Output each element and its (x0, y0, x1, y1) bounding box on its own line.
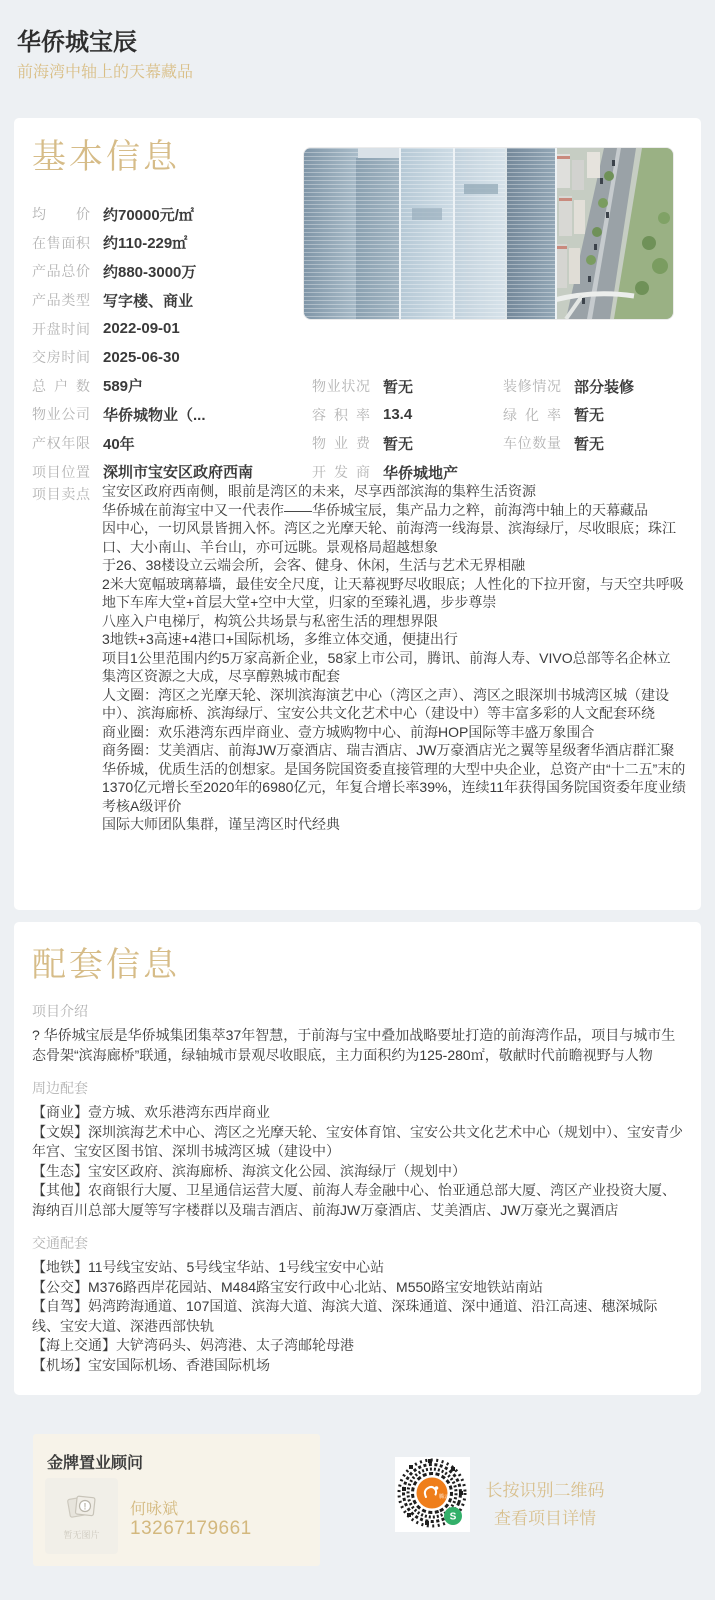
info-field-row (503, 401, 634, 430)
field-label: 绿化率 (503, 406, 561, 423)
field-label: 均价 (32, 206, 90, 223)
field-label: 交房时间 (32, 349, 90, 366)
nearby-facility-item: 【商业】壹方城、欢乐港湾东西岸商业 (32, 1104, 270, 1120)
basic-info-title: 基本信息 (32, 138, 180, 176)
field-value: 约110-229㎡ (103, 235, 188, 253)
page-subtitle: 前海湾中轴上的天幕藏品 (17, 64, 194, 81)
svg-text:S: S (449, 1511, 457, 1523)
field-label: 在售面积 (32, 234, 90, 251)
info-field-row (312, 401, 458, 430)
basic-info-left-fields (32, 200, 253, 486)
info-field-row (312, 372, 458, 401)
basic-info-right-fields (503, 372, 634, 458)
field-label: 开盘时间 (32, 320, 90, 337)
field-label: 装修情况 (503, 378, 561, 395)
consultant-name: 何咏斌 (130, 1501, 179, 1518)
transport-item: 【地铁】11号线宝安站、5号线宝华站、1号线宝安中心站 (32, 1259, 385, 1275)
field-value: 约880-3000万 (103, 263, 197, 281)
field-label: 总户数 (32, 377, 90, 394)
selling-points-label: 项目卖点 (32, 486, 90, 502)
transport-item: 【自驾】妈湾跨海通道、107国道、滨海大道、海滨大道、深珠通道、深中通道、沿江高速、穗深城际线、宝安大道、深港西部快轨 (32, 1298, 658, 1334)
selling-point-line: 商务圈：艾美酒店、前海JW万豪酒店、瑞吉酒店、JW万豪酒店光之翼等星级奢华酒店群汇聚 (102, 742, 675, 758)
consultant-card (33, 1434, 320, 1566)
field-value: 华侨城地产 (383, 464, 459, 482)
selling-point-line: 人文圈：湾区之光摩天轮、深圳滨海演艺中心（湾区之声）、湾区之眼深圳书城湾区城（建设中）、滨海廊桥、滨海绿厅、宝安公共文化艺术中心（建设中）等丰富多彩的人文配套环绕 (102, 686, 669, 721)
qr-hint-line2: 查看项目详情 (494, 1509, 596, 1528)
project-intro-label: 项目介绍 (32, 1003, 88, 1019)
nearby-facility-item: 【生态】宝安区政府、滨海廊桥、海滨文化公园、滨海绿厅（规划中） (32, 1162, 466, 1179)
info-field-row (503, 372, 634, 401)
info-field-row (503, 429, 634, 458)
transport-item: 【机场】宝安国际机场、香港国际机场 (32, 1356, 270, 1373)
svg-text:!: ! (83, 1501, 86, 1511)
field-label: 开发商 (312, 464, 370, 481)
field-value: 589户 (103, 378, 144, 396)
selling-point-line: 2米大宽幅玻璃幕墙，最佳安全尺度，让天幕视野尽收眼底；人性化的下拉开窗，与天空共呼吸 (102, 575, 684, 592)
field-value: 13.4 (383, 406, 413, 424)
info-field-row (32, 343, 253, 372)
selling-point-line: 国际大师团队集群，谨呈湾区时代经典 (102, 816, 340, 832)
transport-item: 【公交】M376路西岸花园站、M484路宝安行政中心北站、M550路宝安地铁站南站 (32, 1278, 544, 1295)
transport-item: 【海上交通】大铲湾码头、妈湾港、太子湾邮轮母港 (32, 1337, 354, 1353)
selling-point-line: 于26、38楼设立云端会所，会客、健身、休闲，生活与艺术无界相融 (102, 557, 526, 573)
selling-point-line: 华侨城，优质生活的创想家。是国务院国资委直接管理的大型中央企业，总资产由“十二五”末的1370亿元增长至2020年的6980亿元，年复合增长率39%，连续11年获得国务院国资委年度业绩考核A级评价 (102, 760, 686, 814)
project-hero-image[interactable] (303, 147, 674, 320)
selling-point-line: 集湾区资源之大成，尽享醇熟城市配套 (102, 668, 340, 684)
field-value: 华侨城物业（... (103, 406, 206, 424)
field-value: 约70000元/㎡ (103, 206, 194, 224)
field-value: 深圳市宝安区政府西南 (103, 464, 254, 482)
selling-point-line: 八座入户电梯厅，构筑公共场景与私密生活的理想界限 (102, 612, 438, 629)
info-field-row (32, 314, 253, 343)
transport-label: 交通配套 (32, 1235, 88, 1251)
field-label: 车位数量 (503, 435, 561, 452)
facilities-title: 配套信息 (32, 946, 180, 984)
facilities-card (14, 922, 701, 1395)
basic-info-middle-fields (312, 372, 458, 486)
consultant-phone[interactable]: 13267179661 (130, 1518, 252, 1539)
field-value: 写字楼、商业 (103, 292, 194, 310)
field-value: 暂无 (383, 435, 414, 453)
field-label: 物业公司 (32, 406, 90, 423)
nearby-facility-item: 【其他】农商银行大厦、卫星通信运营大厦、前海人寿金融中心、怡亚通总部大厦、湾区产业投资大厦、海纳百川总部大厦等写字楼群以及瑞吉酒店、前海JW万豪酒店、艾美酒店、JW万豪光之翼酒店 (32, 1182, 676, 1218)
info-field-row (32, 400, 253, 429)
nearby-facilities-list (32, 1103, 683, 1220)
qr-hint-line1: 长按识别二维码 (485, 1481, 605, 1500)
qr-hint-text (470, 1477, 620, 1533)
info-field-row (32, 286, 253, 315)
field-value: 暂无 (574, 407, 605, 425)
consultant-photo-placeholder (45, 1478, 118, 1554)
info-field-row (32, 257, 253, 286)
nearby-facilities-label: 周边配套 (32, 1080, 88, 1096)
info-field-row (32, 229, 253, 258)
field-value: 2025-06-30 (103, 348, 180, 366)
field-label: 产品总价 (32, 263, 90, 280)
selling-point-line: 项目1公里范围内约5万家高新企业，58家上市公司，腾讯、前海人寿、VIVO总部等名企林立 (102, 649, 671, 666)
selling-point-line: 华侨城在前海宝中又一代表作——华侨城宝辰，集产品力之粹，前海湾中轴上的天幕藏品 (102, 501, 648, 518)
project-qr-code[interactable] (395, 1457, 470, 1532)
info-field-row (32, 429, 253, 458)
field-label: 产品类型 (32, 292, 90, 309)
info-field-row (312, 429, 458, 458)
field-value: 部分装修 (574, 378, 635, 396)
info-field-row (32, 200, 253, 229)
nearby-facility-item: 【文娱】深圳滨海艺术中心、湾区之光摩天轮、宝安体育馆、宝安公共文化艺术中心（规划中）、宝安青少年宫、宝安区图书馆、深圳书城湾区城（建设中） (32, 1123, 683, 1159)
field-value: 40年 (103, 435, 135, 453)
field-value: 暂无 (383, 378, 414, 396)
no-photo-caption: 暂无图片 (63, 1529, 100, 1540)
basic-info-card (14, 118, 701, 910)
no-photo-icon (64, 1492, 100, 1524)
info-field-row (32, 372, 253, 401)
svg-text:腾云: 腾云 (439, 1494, 450, 1500)
qr-code-graphic (395, 1457, 470, 1532)
selling-point-line: 商业圈：欢乐港湾东西岸商业、壹方城购物中心、前海HOP国际等丰盛万象围合 (102, 723, 595, 740)
selling-point-line: 因中心，一切风景皆拥入怀。湾区之光摩天轮、前海湾一线海景、滨海绿厅，尽收眼底；珠江口、大小南山、羊台山，亦可远眺。景观格局超越想象 (102, 520, 676, 555)
field-label: 物业状况 (312, 378, 370, 395)
selling-point-line: 3地铁+3高速+4港口+国际机场，多维立体交通，便捷出行 (102, 631, 458, 647)
field-value: 2022-09-01 (103, 320, 180, 338)
skyline-rendering-graphic (304, 148, 673, 319)
field-label: 项目位置 (32, 463, 90, 480)
field-value: 暂无 (574, 435, 605, 453)
field-label: 物业费 (312, 435, 370, 452)
field-label: 容积率 (312, 406, 370, 423)
field-label: 产权年限 (32, 435, 90, 452)
page-title: 华侨城宝辰 (17, 29, 137, 56)
project-intro-text: ? 华侨城宝辰是华侨城集团集萃37年智慧，于前海与宝中叠加战略要址打造的前海湾作品，项目与城市生态骨架“滨海廊桥”联通，绿轴城市景观尽收眼底，主力面积约为125-280㎡，敬献时代前瞻视野与人物 (32, 1027, 676, 1063)
transport-list (32, 1258, 683, 1375)
selling-point-line: 宝安区政府西南侧，眼前是湾区的未来，尽享西部滨海的集粹生活资源 (102, 483, 536, 499)
consultant-heading: 金牌置业顾问 (47, 1455, 144, 1472)
selling-point-line: 地下车库大堂+首层大堂+空中大堂，归家的至臻礼遇，步步尊崇 (102, 594, 497, 610)
selling-points-list (102, 482, 688, 834)
